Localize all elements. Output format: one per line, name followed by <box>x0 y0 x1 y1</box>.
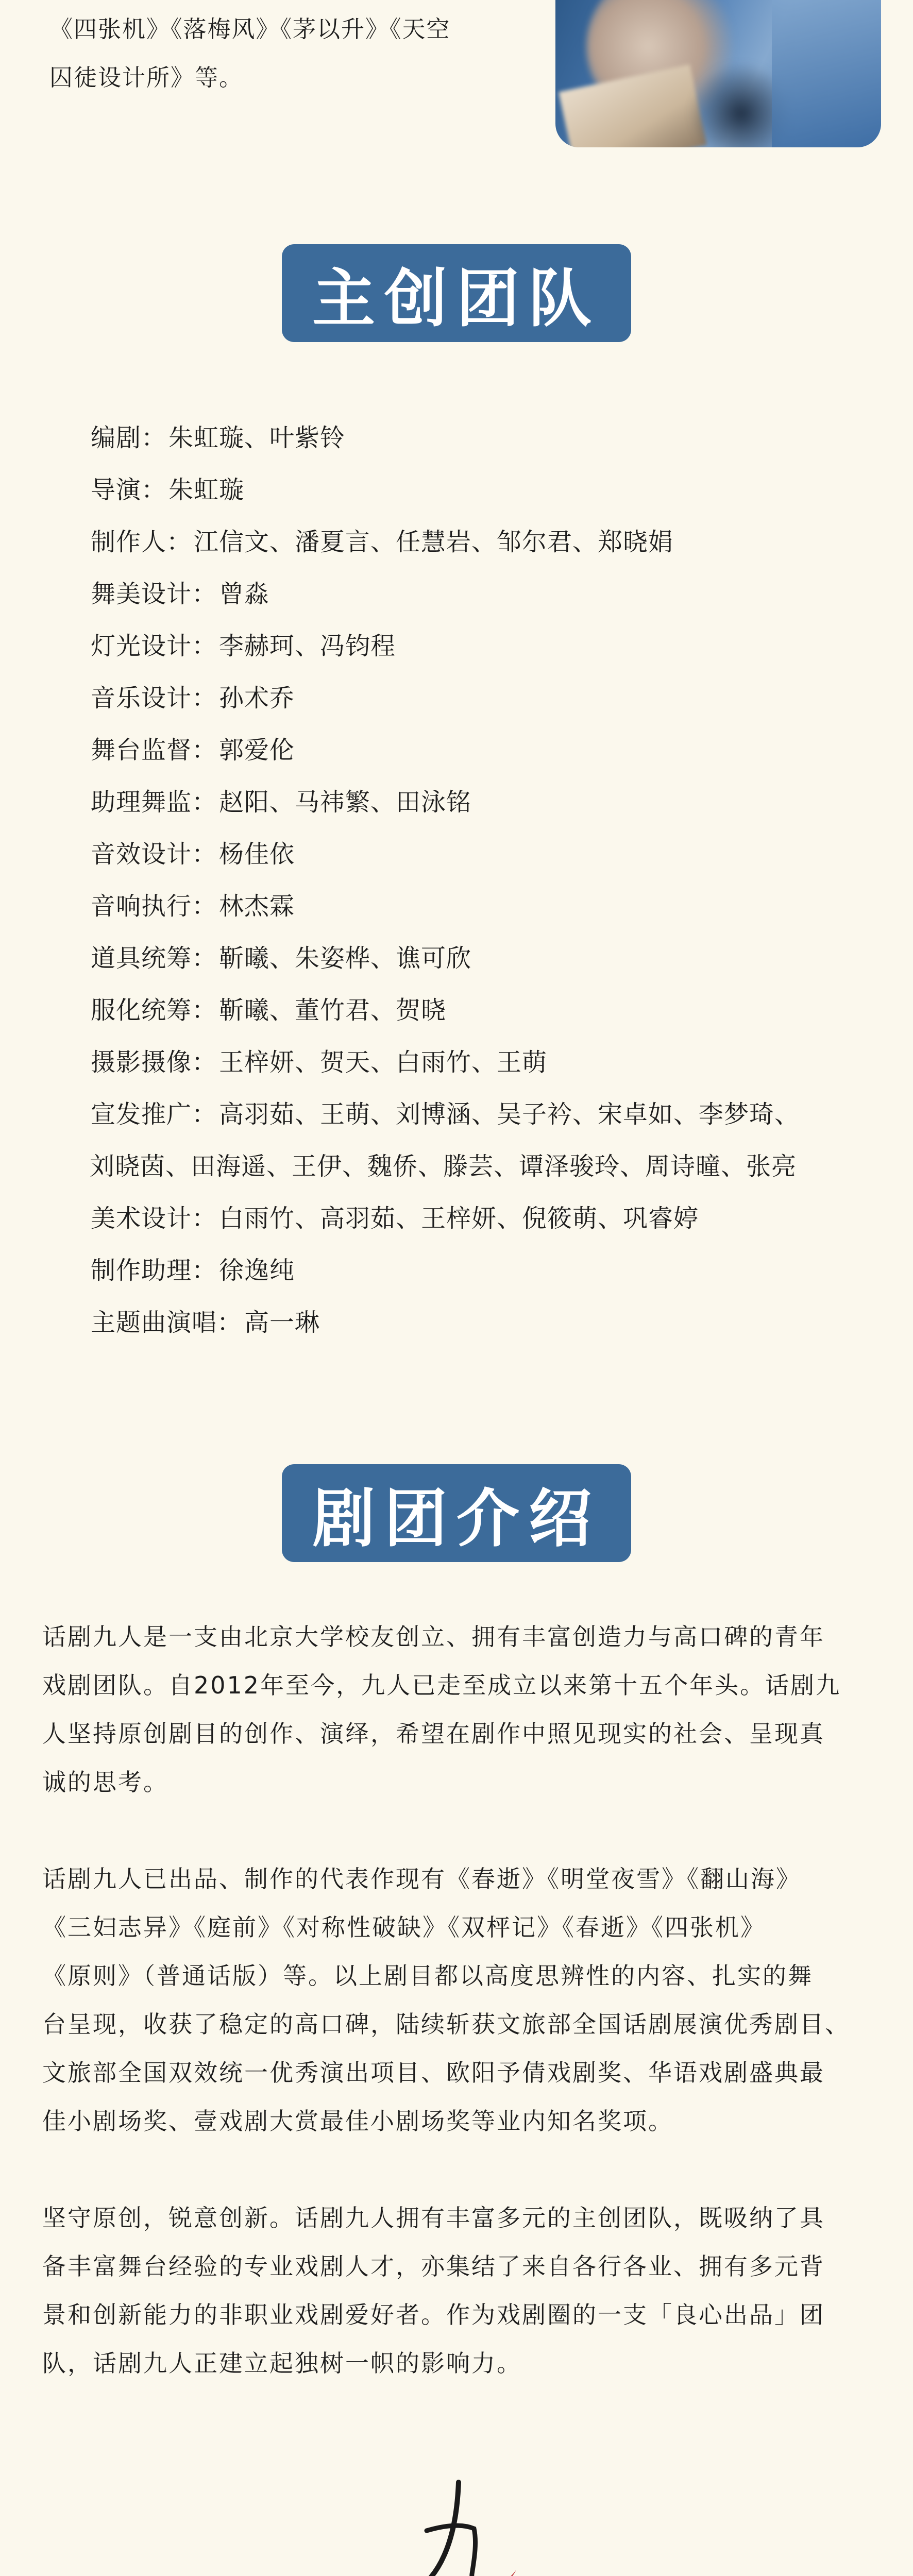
credit-row: 编剧：朱虹璇、叶紫铃 <box>91 423 346 452</box>
troupe-logo <box>397 2478 520 2576</box>
credit-row: 音效设计：杨佳依 <box>91 840 295 869</box>
credit-names: 朱虹璇、叶紫铃 <box>168 423 346 452</box>
credit-row: 摄影摄像：王梓妍、贺天、白雨竹、王萌 <box>91 1048 548 1077</box>
section-title-team: 主创团队 <box>282 244 631 342</box>
credit-role: 服化统筹 <box>91 996 192 1025</box>
credit-role: 导演 <box>91 476 142 504</box>
credit-names: 王梓妍、贺天、白雨竹、王萌 <box>219 1048 548 1077</box>
credit-names: 徐逸纯 <box>219 1256 295 1285</box>
credit-role: 助理舞监 <box>91 788 192 817</box>
paragraph-line: 文旅部全国双效统一优秀演出项目、欧阳予倩戏剧奖、华语戏剧盛典最 <box>42 2059 825 2087</box>
paragraph-line: 坚守原创，锐意创新。话剧九人拥有丰富多元的主创团队，既吸纳了具 <box>42 2204 825 2232</box>
credit-names: 高羽茹、王萌、刘博涵、吴子衿、宋卓如、李梦琦、 <box>219 1100 800 1129</box>
paragraph-line: 景和创新能力的非职业戏剧爱好者。作为戏剧圈的一支「良心出品」团 <box>42 2301 825 2329</box>
credit-row: 助理舞监：赵阳、马祎繁、田泳铭 <box>91 788 472 817</box>
credit-row: 舞台监督：郭爱伦 <box>91 736 295 765</box>
intro-line: 囚徒设计所》等。 <box>49 64 244 91</box>
credit-row: 灯光设计：李赫珂、冯钧程 <box>91 632 396 660</box>
credit-names: 林杰霖 <box>219 892 295 921</box>
credit-row: 音乐设计：孙术乔 <box>91 684 295 713</box>
paragraph-line: 佳小剧场奖、壹戏剧大赏最佳小剧场奖等业内知名奖项。 <box>42 2107 673 2135</box>
paragraph <box>42 1613 867 1806</box>
credit-row: 道具统筹：靳曦、朱姿桦、谯可欣 <box>91 944 472 973</box>
credit-role: 制作人 <box>91 528 167 556</box>
credit-role: 灯光设计 <box>91 632 192 660</box>
credit-role: 音响执行 <box>91 892 192 921</box>
troupe-intro <box>42 1613 867 2436</box>
credit-names: 杨佳依 <box>219 840 295 869</box>
credit-role: 舞台监督 <box>91 736 192 765</box>
credit-row: 音响执行：林杰霖 <box>91 892 295 921</box>
credit-role: 舞美设计 <box>91 580 192 608</box>
paragraph-line: 台呈现，收获了稳定的高口碑，陆续斩获文旅部全国话剧展演优秀剧目、 <box>42 2010 850 2038</box>
credit-role: 摄影摄像 <box>91 1048 192 1077</box>
credit-row: 制作助理：徐逸纯 <box>91 1256 295 1285</box>
nine-logo-icon <box>397 2478 520 2576</box>
credit-row: 导演：朱虹璇 <box>91 476 245 504</box>
credit-role: 道具统筹 <box>91 944 192 973</box>
credit-role: 主题曲演唱 <box>91 1308 217 1337</box>
paragraph-line: 诚的思考。 <box>42 1768 168 1796</box>
credit-role: 音乐设计 <box>91 684 192 713</box>
credit-row: 服化统筹：靳曦、董竹君、贺晓 <box>91 996 447 1025</box>
performance-photo <box>555 0 881 147</box>
credit-row: 宣发推广：高羽茹、王萌、刘博涵、吴子衿、宋卓如、李梦琦、 <box>91 1100 800 1129</box>
credit-role: 美术设计 <box>91 1204 192 1233</box>
credit-role: 编剧 <box>91 423 142 452</box>
credit-names: 靳曦、朱姿桦、谯可欣 <box>219 944 472 973</box>
paragraph-line: 戏剧团队。自2012年至今，九人已走至成立以来第十五个年头。话剧九 <box>42 1671 841 1699</box>
intro-line: 《四张机》《落梅风》《茅以升》《天空 <box>49 15 451 43</box>
credit-names: 郭爱伦 <box>219 736 295 765</box>
credit-names: 李赫珂、冯钧程 <box>219 632 396 660</box>
credit-names: 孙术乔 <box>219 684 295 713</box>
credit-row: 制作人：江信文、潘夏言、任慧岩、邹尔君、郑晓娟 <box>91 528 674 556</box>
credit-names: 江信文、潘夏言、任慧岩、邹尔君、郑晓娟 <box>194 528 674 556</box>
credit-row: 主题曲演唱：高一琳 <box>91 1308 320 1337</box>
credit-names: 白雨竹、高羽茹、王梓妍、倪筱萌、巩睿婷 <box>219 1204 699 1233</box>
credit-continuation: 刘晓茵、田海遥、王伊、魏侨、滕芸、谭泽骏玲、周诗曈、张亮 <box>90 1152 797 1181</box>
paragraph-line: 队，话剧九人正建立起独树一帜的影响力。 <box>42 2349 522 2377</box>
paragraph <box>42 1855 867 2145</box>
credit-role: 音效设计 <box>91 840 192 869</box>
paragraph-line: 备丰富舞台经验的专业戏剧人才，亦集结了来自各行各业、拥有多元背 <box>42 2252 825 2280</box>
paragraph <box>42 2194 867 2387</box>
credit-names: 高一琳 <box>244 1308 320 1337</box>
paragraph-line: 《三妇志异》《庭前》《对称性破缺》《双枰记》《春逝》《四张机》 <box>42 1913 766 1941</box>
paragraph-line: 人坚持原创剧目的创作、演绎，希望在剧作中照见现实的社会、呈现真 <box>42 1720 825 1748</box>
intro-text <box>49 5 534 102</box>
credit-row: 舞美设计：曾淼 <box>91 580 270 608</box>
paragraph-line: 《原则》（普通话版）等。以上剧目都以高度思辨性的内容、扎实的舞 <box>42 1962 813 1990</box>
credit-names: 朱虹璇 <box>168 476 245 504</box>
credit-names: 赵阳、马祎繁、田泳铭 <box>219 788 472 817</box>
credits-list <box>91 412 864 1349</box>
credit-names: 靳曦、董竹君、贺晓 <box>219 996 447 1025</box>
credit-role: 宣发推广 <box>91 1100 192 1129</box>
credit-row: 美术设计：白雨竹、高羽茹、王梓妍、倪筱萌、巩睿婷 <box>91 1204 699 1233</box>
paragraph-line: 话剧九人已出品、制作的代表作现有《春逝》《明堂夜雪》《翻山海》 <box>42 1865 801 1893</box>
credit-names: 曾淼 <box>219 580 270 608</box>
section-title-troupe: 剧团介绍 <box>282 1464 631 1562</box>
credit-role: 制作助理 <box>91 1256 192 1285</box>
paragraph-line: 话剧九人是一支由北京大学校友创立、拥有丰富创造力与高口碑的青年 <box>42 1623 825 1651</box>
